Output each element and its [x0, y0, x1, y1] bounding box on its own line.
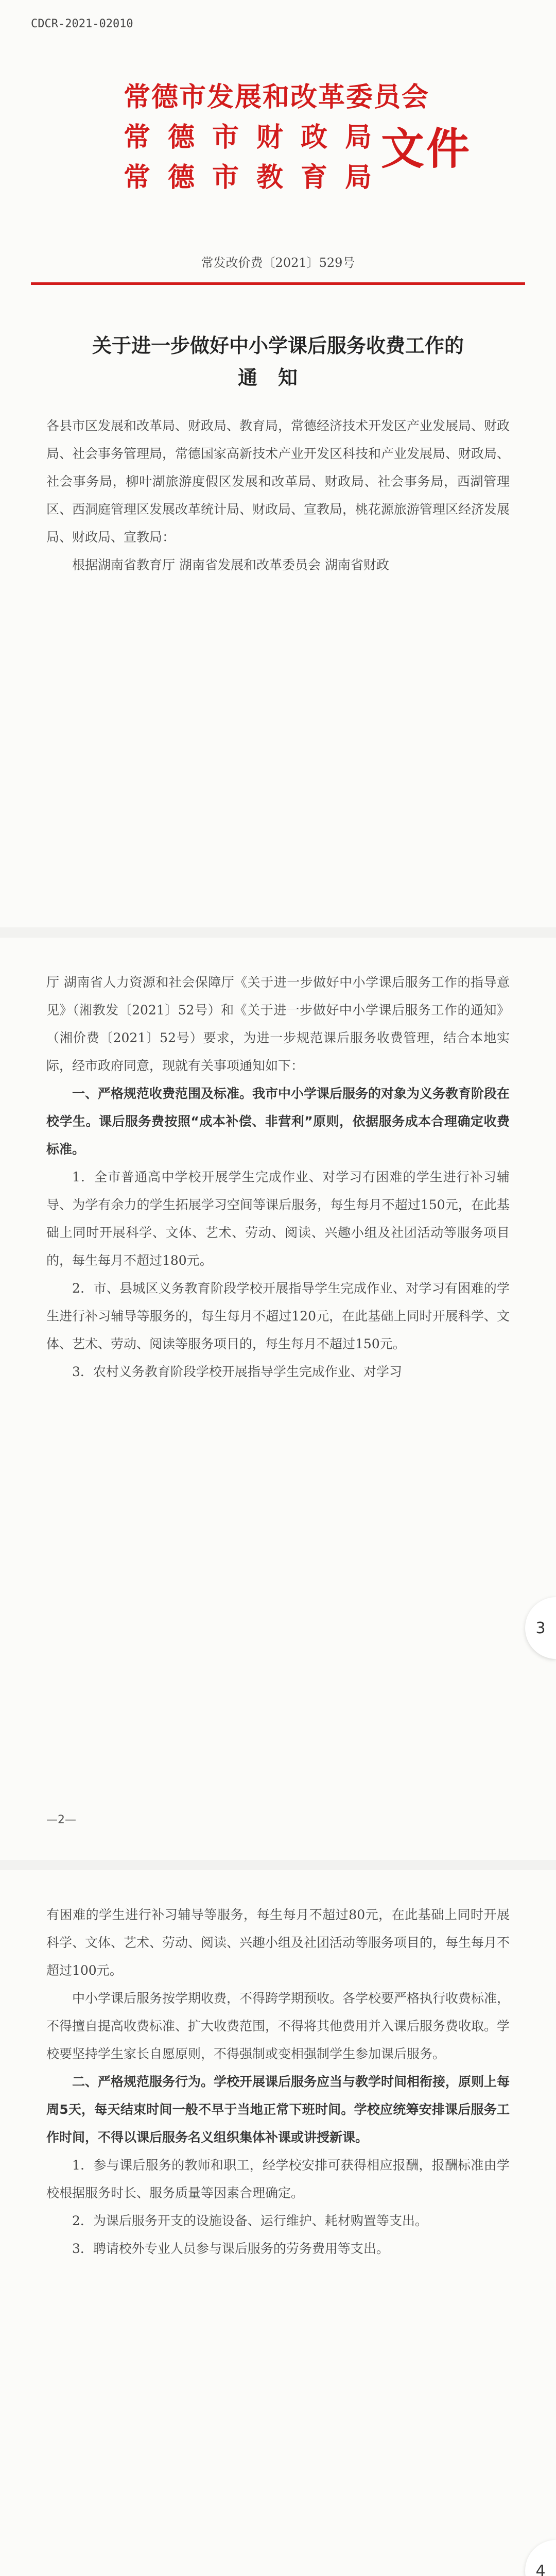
page-3 [0, 1870, 556, 2576]
title-line-2: 通知 [237, 366, 318, 389]
document-title [0, 330, 556, 394]
header-doc-type: 文件 [381, 124, 472, 174]
page-tab-3[interactable]: 3 [525, 1597, 556, 1659]
red-header [124, 77, 515, 222]
section-heading: 二、严格规范服务行为。学校开展课后服务应当与教学时间相衔接，原则上每周5天，每天结束时间一般不早于当地正常下班时间。学校应统筹安排课后服务工作时间，不得以课后服务名义组织集体补课或讲授新课。 [46, 2074, 510, 2145]
header-org-education: 常德市教育局 [124, 162, 390, 193]
section-heading: 一、严格规范收费范围及标准。我市中小学课后服务的对象为义务教育阶段在校学生。课后服务费按照“成本补偿、非营利”原则，依据服务成本合理确定收费标准。 [46, 1086, 510, 1157]
page1-body [46, 412, 510, 579]
paragraph: 有困难的学生进行补习辅导等服务，每生每月不超过80元，在此基础上同时开展科学、文体、艺术、劳动、阅读、兴趣小组及社团活动等服务项目的，每生每月不超过100元。 [46, 1907, 510, 1978]
page2-body [46, 969, 510, 1386]
header-org-drc: 常德市发展和改革委员会 [124, 82, 430, 113]
page1-paragraph: 根据湖南省教育厅 湖南省发展和改革委员会 湖南省财政 [72, 557, 389, 572]
paragraph: 2．市、县城区义务教育阶段学校开展指导学生完成作业、对学习有困难的学生进行补习辅导等服务的，每生每月不超过120元，在此基础上同时开展科学、文体、艺术、劳动、阅读等服务项目的，每生每月不超过150元。 [46, 1281, 510, 1351]
paragraph: 3．农村义务教育阶段学校开展指导学生完成作业、对学习 [72, 1364, 402, 1379]
page-1 [0, 0, 556, 927]
recipients: 各县市区发展和改革局、财政局、教育局，常德经济技术开发区产业发展局、财政局、社会事务管理局，常德国家高新技术产业开发区科技和产业发展局、财政局、社会事务局，柳叶湖旅游度假区发展和改革局、财政局、社会事务局，西湖管理区、西洞庭管理区发展改革统计局、财政局、宣教局，桃花源旅游管理区经济发展局、财政局、宣教局： [46, 418, 510, 545]
page-tab-4[interactable]: 4 [525, 2540, 556, 2576]
paragraph: 1．全市普通高中学校开展学生完成作业、对学习有困难的学生进行补习辅导、为学有余力的学生拓展学习空间等课后服务，每生每月不超过150元，在此基础上同时开展科学、文体、艺术、劳动、阅读、兴趣小组及社团活动等服务项目的，每生每月不超过180元。 [46, 1170, 510, 1268]
paragraph: 中小学课后服务按学期收费，不得跨学期预收。各学校要严格执行收费标准，不得擅自提高收费标准、扩大收费范围，不得将其他费用并入课后服务费收取。学校要坚持学生家长自愿原则，不得强制或变相强制学生参加课后服务。 [46, 1991, 510, 2061]
paragraph: 1．参与课后服务的教师和职工，经学校安排可获得相应报酬，报酬标准由学校根据服务时长、服务质量等因素合理确定。 [46, 2158, 510, 2200]
page-2 [0, 938, 556, 1860]
paragraph: 2．为课后服务开支的设施设备、运行维护、耗材购置等支出。 [72, 2213, 428, 2228]
paragraph: 厅 湖南省人力资源和社会保障厅《关于进一步做好中小学课后服务工作的指导意见》（湘教发〔2021〕52号）和《关于进一步做好中小学课后服务工作的通知》（湘价费〔2021〕52号）要求，为进一步规范课后服务收费管理，结合本地实际，经市政府同意，现就有关事项通知如下： [46, 975, 510, 1073]
document-code: CDCR-2021-02010 [31, 18, 133, 30]
title-line-1: 关于进一步做好中小学课后服务收费工作的 [92, 334, 464, 357]
paragraph: 3．聘请校外专业人员参与课后服务的劳务费用等支出。 [72, 2241, 389, 2256]
document-number: 常发改价费〔2021〕529号 [201, 256, 355, 270]
page3-body [46, 1901, 510, 2263]
header-org-finance: 常德市财政局 [124, 122, 390, 153]
page-number: —2— [46, 1814, 76, 1826]
red-divider [31, 282, 525, 285]
